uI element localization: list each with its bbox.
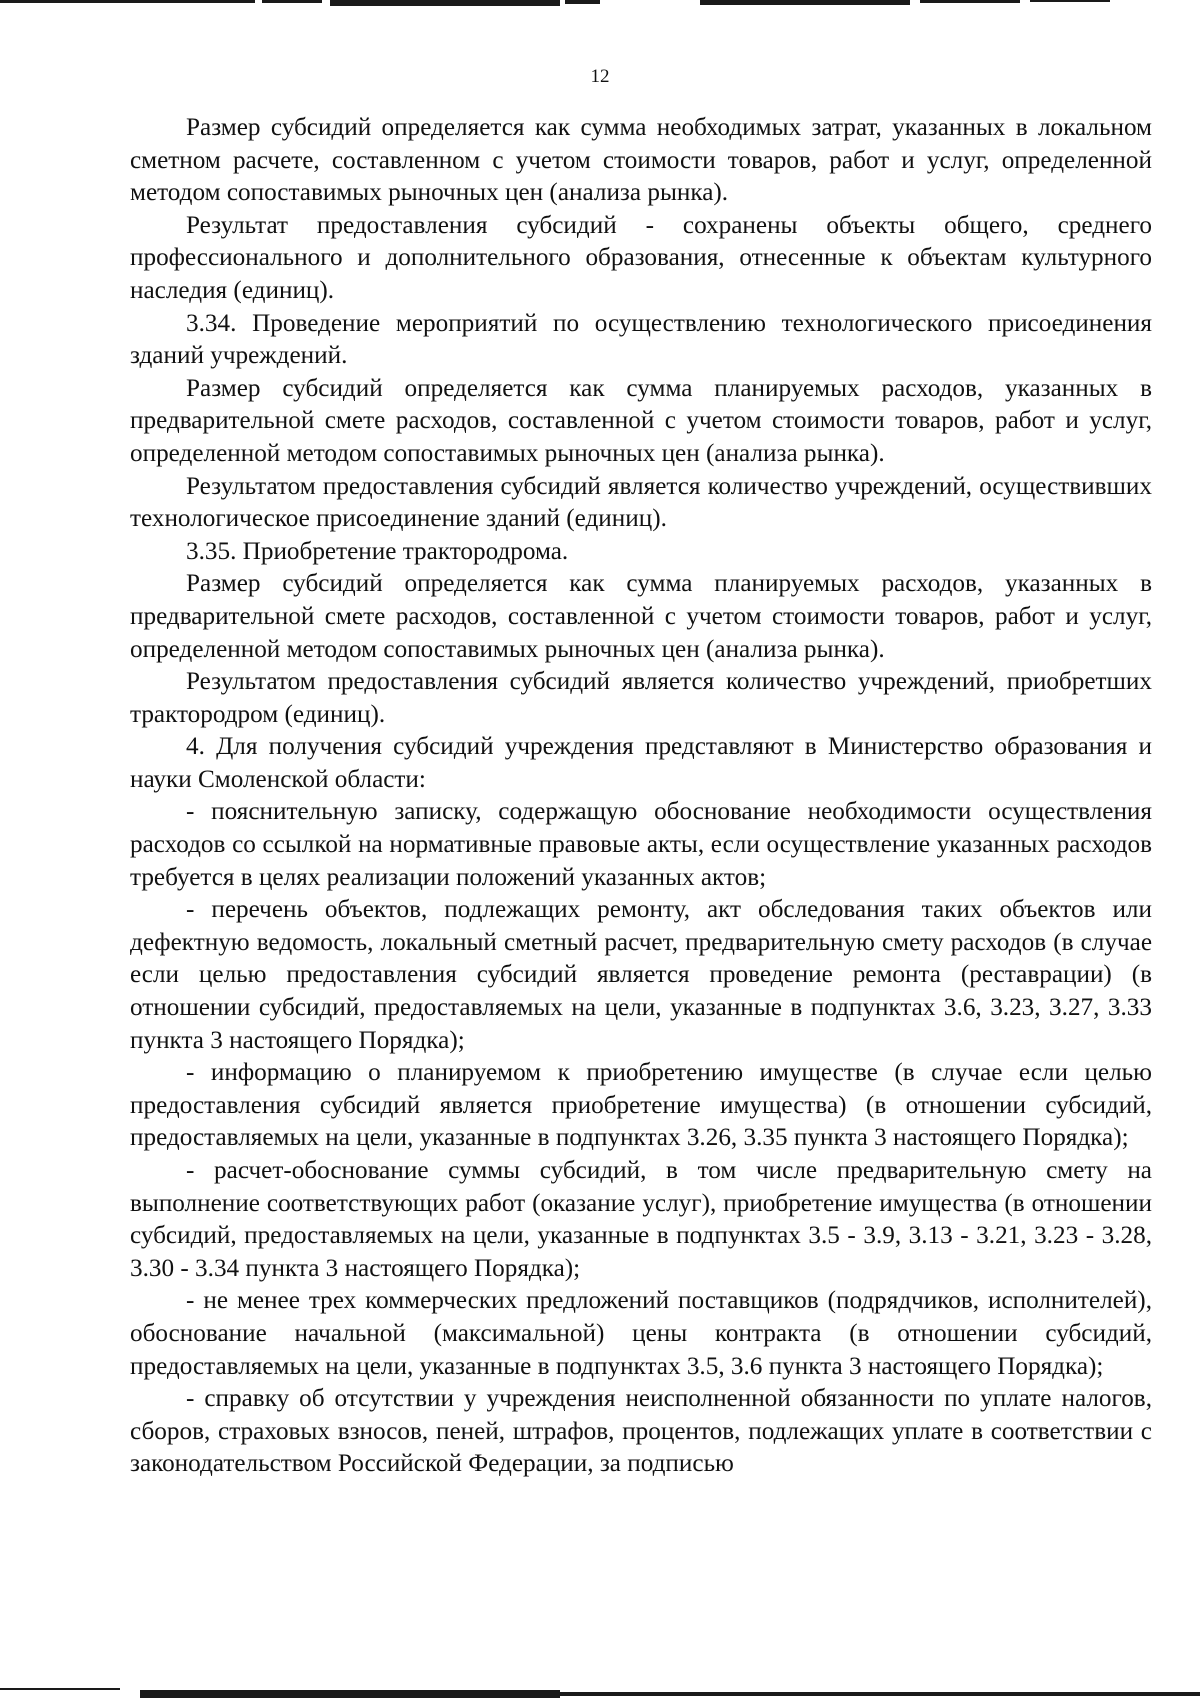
paragraph-subsidy-size-tractor: Размер субсидий определяется как сумма планируемых расходов, указанных в предварительной смете расходов, составленной с учетом стоимости товаров, работ и услуг, определенной методом сопоставимых рыночных цен (анализа рынка). [130, 570, 1152, 663]
paragraph-result-connection: Результатом предоставления субсидий является количество учреждений, осуществивших технологическое присоединение зданий (единиц). [130, 472, 1152, 533]
scan-edge-bottom [0, 1688, 1200, 1702]
list-item-property-info: - информацию о планируемом к приобретению имуществе (в случае если целью предоставления субсидий является приобретение имущества) (в отношении субсидий, предоставляемых на цели, указанные в подпунктах 3.26, 3.35 пункта 3 настоящего Порядка); [130, 1059, 1152, 1152]
paragraph-item-3-34: 3.34. Проведение мероприятий по осуществлению технологического присоединения зданий учреждений. [130, 309, 1152, 370]
paragraph-result-tractor: Результатом предоставления субсидий является количество учреждений, приобретших трактородром (единиц). [130, 668, 1152, 728]
document-body [130, 112, 1152, 1481]
scan-edge-top [0, 0, 1200, 6]
list-item-commercial-offers: - не менее трех коммерческих предложений поставщиков (подрядчиков, исполнителей), обоснование начальной (максимальной) цены контракта (в отношении субсидий, предоставляемых на цели, указанные в подпунктах 3.5, 3.6 пункта 3 настоящего Порядка); [130, 1287, 1152, 1380]
paragraph-item-4: 4. Для получения субсидий учреждения представляют в Министерство образования и науки Смоленской области: [130, 733, 1152, 793]
list-item-explanatory-note: - пояснительную записку, содержащую обоснование необходимости осуществления расходов со ссылкой на нормативные правовые акты, если осуществление указанных расходов требуется в целях реализации положений указанных актов; [130, 798, 1152, 891]
page-number: 12 [590, 66, 610, 87]
paragraph-result-heritage: Результат предоставления субсидий - сохранены объекты общего, среднего профессионального и дополнительного образования, отнесенные к объектам культурного наследия (единиц). [130, 211, 1152, 304]
list-item-tax-certificate: - справку об отсутствии у учреждения неисполненной обязанности по уплате налогов, сборов, страховых взносов, пеней, штрафов, процентов, подлежащих уплате в соответствии с законодательством Российской Федерации, за подписью [130, 1385, 1152, 1478]
paragraph-subsidy-size-heritage: Размер субсидий определяется как сумма необходимых затрат, указанных в локальном сметном расчете, составленном с учетом стоимости товаров, работ и услуг, определенной методом сопоставимых рыночных цен (анализа рынка). [130, 114, 1152, 207]
paragraph-item-3-35: 3.35. Приобретение трактородрома. [186, 537, 569, 565]
list-item-repair-objects: - перечень объектов, подлежащих ремонту, акт обследования таких объектов или дефектную ведомость, локальный сметный расчет, предварительную смету расходов (в случае если целью предоставления субсидий является проведение ремонта (реставрации) (в отношении субсидий, предоставляемых на цели, указанные в подпунктах 3.6, 3.23, 3.27, 3.33 пункта 3 настоящего Порядка); [130, 896, 1152, 1054]
list-item-cost-calculation: - расчет-обоснование суммы субсидий, в том числе предварительную смету на выполнение соответствующих работ (оказание услуг), приобретение имущества (в отношении субсидий, предоставляемых на цели, указанные в подпунктах 3.5 - 3.9, 3.13 - 3.21, 3.23 - 3.28, 3.30 - 3.34 пункта 3 настоящего Порядка); [130, 1157, 1152, 1282]
paragraph-subsidy-size-connection: Размер субсидий определяется как сумма планируемых расходов, указанных в предварительной смете расходов, составленной с учетом стоимости товаров, работ и услуг, определенной методом сопоставимых рыночных цен (анализа рынка). [130, 374, 1152, 467]
